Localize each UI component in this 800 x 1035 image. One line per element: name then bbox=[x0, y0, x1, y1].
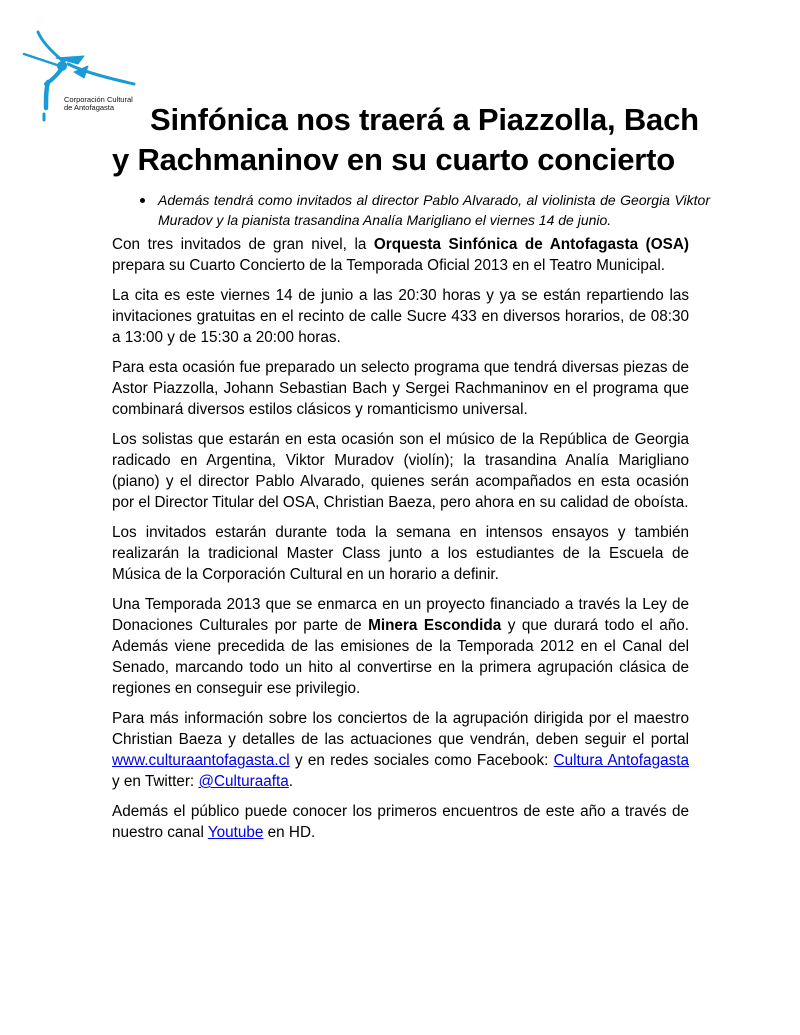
p7-text-a: Para más información sobre los conciertos de la agrupación dirigida por el maestro Christian Baeza y detalles de las actuaciones que vendrán, deben seguir el portal bbox=[112, 710, 689, 748]
paragraph-7 bbox=[112, 708, 689, 792]
logo-name-line1: Corporación Cultural bbox=[64, 95, 133, 104]
article-title bbox=[112, 100, 712, 180]
p8-text-b: en HD. bbox=[263, 824, 316, 841]
p1-text-a: Con tres invitados de gran nivel, la bbox=[112, 236, 374, 253]
title-line-1: Sinfónica nos traerá a Piazzolla, Bach bbox=[150, 102, 699, 137]
paragraph-3: Para esta ocasión fue preparado un selecto programa que tendrá diversas piezas de Astor Piazzolla, Johann Sebastian Bach y Sergei Rachmaninov en el programa que combinará diversos estilos clásicos y romanticismo universal. bbox=[112, 359, 689, 418]
article-body bbox=[112, 234, 689, 852]
website-link[interactable]: www.culturaantofagasta.cl bbox=[112, 752, 290, 769]
p6-text-b: y que durará todo el año. Además viene precedida de las emisiones de la Temporada 2012 en el Canal del Senado, marcando todo un hito al convertirse en la primera agrupación clásica de regiones en conseguir ese privilegio. bbox=[112, 617, 689, 697]
p1-bold-osa: Orquesta Sinfónica de Antofagasta (OSA) bbox=[373, 236, 689, 253]
paragraph-4: Los solistas que estarán en esta ocasión son el músico de la República de Georgia radicado en Argentina, Viktor Muradov (violín); la trasandina Analía Marigliano (piano) y el director Pablo Alvarado, quienes serán acompañados en esta ocasión por el Director Titular del OSA, Christian Baeza, pero ahora en su calidad de oboísta. bbox=[112, 431, 689, 511]
summary-text: Además tendrá como invitados al director Pablo Alvarado, al violinista de Georgia Viktor Muradov y la pianista trasandina Analía Marigliano el viernes 14 de junio. bbox=[158, 192, 710, 228]
paragraph-8 bbox=[112, 801, 689, 843]
facebook-link[interactable]: Cultura Antofagasta bbox=[553, 752, 689, 769]
paragraph-1 bbox=[112, 234, 689, 276]
p8-text-a: Además el público puede conocer los primeros encuentros de este año a través de nuestro canal bbox=[112, 803, 689, 841]
paragraph-6 bbox=[112, 594, 689, 699]
p6-text-a: Una Temporada 2013 que se enmarca en un proyecto financiado a través la Ley de Donaciones Culturales por parte de bbox=[112, 596, 689, 634]
p7-text-b: y en redes sociales como Facebook: bbox=[289, 752, 554, 769]
paragraph-5: Los invitados estarán durante toda la semana en intensos ensayos y también realizarán la tradicional Master Class junto a los estudiantes de la Escuela de Música de la Corporación Cultural en un horario a definir. bbox=[112, 524, 689, 583]
summary-bullet bbox=[140, 190, 710, 230]
p1-text-b: prepara su Cuarto Concierto de la Temporada Oficial 2013 en el Teatro Municipal. bbox=[112, 257, 665, 274]
logo-name-line2: de Antofagasta bbox=[64, 103, 115, 112]
youtube-link[interactable]: Youtube bbox=[207, 824, 264, 841]
p7-text-c: y en Twitter: bbox=[112, 773, 199, 790]
p6-bold-minera: Minera Escondida bbox=[368, 617, 502, 634]
title-line-2: y Rachmaninov en su cuarto concierto bbox=[112, 142, 676, 177]
twitter-link[interactable]: @Culturaafta bbox=[198, 773, 289, 790]
paragraph-2: La cita es este viernes 14 de junio a las 20:30 horas y ya se están repartiendo las invitaciones gratuitas en el recinto de calle Sucre 433 en diversos horarios, de 08:30 a 13:00 y de 15:30 a 20:00 horas. bbox=[112, 287, 689, 346]
bullet-icon bbox=[140, 198, 145, 203]
p7-text-d: . bbox=[288, 773, 294, 790]
